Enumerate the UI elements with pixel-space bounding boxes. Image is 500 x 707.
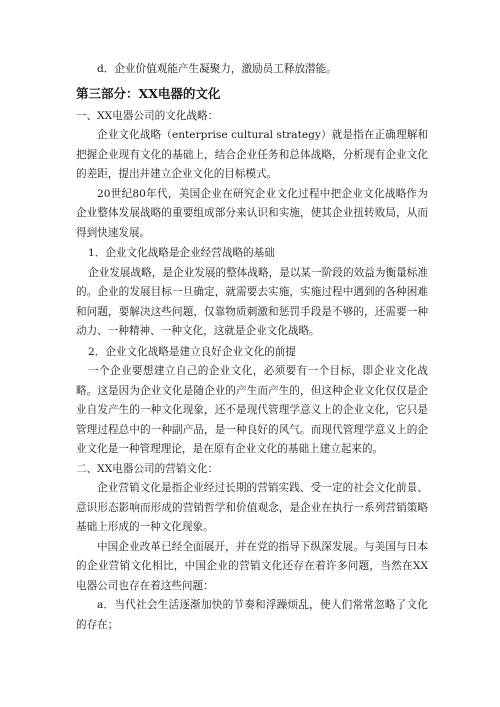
list-item-d: d．企业价值观能产生凝聚力，激励员工释放潜能。 — [97, 63, 337, 75]
section-two-paragraph-2: 中国企业改革已经全面展开，并在党的指导下纵深发展。与美国与日本的企业营销文化相比，中国企业的营销文化还存在着许多问题，当然在XX电器公司也存在着这些问题： — [76, 540, 428, 592]
document-body — [76, 60, 428, 635]
list-item-a: a．当代社会生活逐渐加快的节奏和浮躁烦乱，使人们常常忽略了文化的存在； — [76, 599, 428, 631]
subheading-2: 2．企业文化战略是建立良好企业文化的前提 — [88, 345, 297, 358]
part-three-title: 第三部分：XX电器的文化 — [76, 85, 221, 101]
section-one-paragraph-2: 20世纪80年代，美国企业在研究企业文化过程中把企业文化战略作为企业整体发展战略的重要组成部分来认识和实施，使其企业扭转败局，从而得到快速发展。 — [76, 187, 428, 239]
section-two-paragraph-1: 企业营销文化是指企业经过长期的营销实践、受一定的社会文化前景、意识形态影响而形成的营销哲学和价值观念，是企业在执行一系列营销策略基础上形成的一种文化现象。 — [76, 482, 428, 533]
section-one-heading: 一、XX电器公司的文化战略： — [76, 109, 219, 122]
subheading-2-paragraph: 一个企业要想建立自己的企业文化，必须要有一个目标，即企业文化战略。这是因为企业文化是随企业的产生而产生的，但这种企业文化仅仅是企业自发产生的一种文化现象，还不是现代管理学意义上的企业文化，它只是管理过程总中的一种副产品，是一种良好的风气。而现代管理学意义上的企业文化是一种管理理论，是在原有企业文化的基础上建立起来的。 — [76, 365, 428, 455]
subheading-1: 1．企业文化战略是企业经营战略的基础 — [88, 247, 275, 259]
section-one-paragraph-1: 企业文化战略（enterprise cultural strategy）就是指在正确理解和把握企业现有文化的基础上，结合企业任务和总体战略，分析现有企业文化的差距，提出并建立企业文化的目标模式。 — [76, 129, 428, 180]
section-two-heading: 二、XX电器公司的营销文化： — [76, 462, 219, 475]
subheading-1-paragraph: 企业发展战略，是企业发展的整体战略，是以某一阶段的效益为衡量标准的。企业的发展目标一旦确定，就需要去实施，实施过程中遇到的各种困难和问题，要解决这些问题，仅靠物质刺激和惩罚手段是不够的，还需要一种动力、一种精神、一种文化，这就是企业文化战略。 — [76, 266, 428, 337]
